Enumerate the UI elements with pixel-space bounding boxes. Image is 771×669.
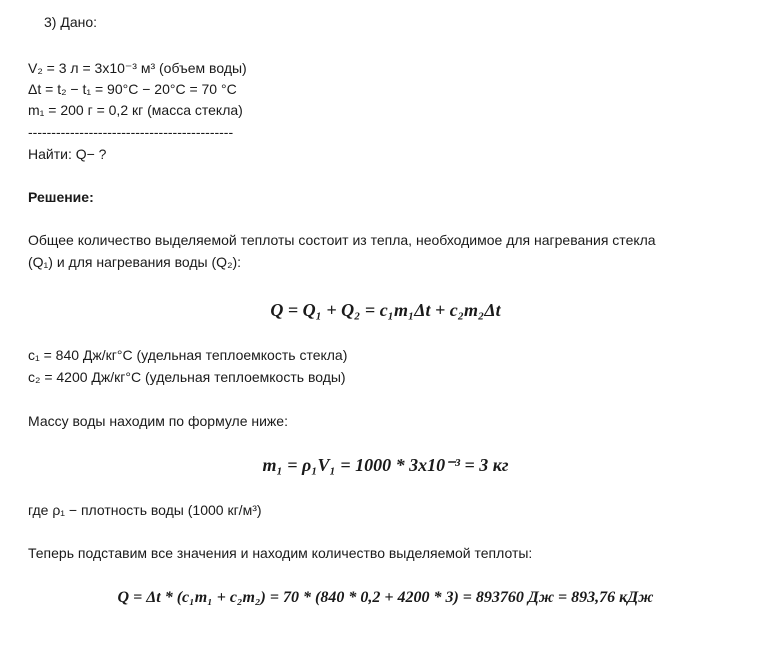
solution-intro-line-1: Общее количество выделяемой теплоты состоит из тепла, необходимое для нагревания стекла [28,232,656,248]
formula-final-result [0,589,771,607]
constant-c1: c₁ = 840 Дж/кг°С (удельная теплоемкость стекла) [28,347,348,363]
formula-water-mass-text: m₁ = ρ₁V₁ = 1000 * 3х10⁻³ = 3 кг [262,455,509,475]
formula-water-mass [0,455,771,476]
solution-heading: Решение: [28,189,94,205]
problem-number-header: 3) Дано: [44,14,98,30]
solution-intro-line-2: (Q₁) и для нагревания воды (Q₂): [28,254,242,270]
find-label: Найти: Q− ? [28,146,107,162]
constant-c2: c₂ = 4200 Дж/кг°С (удельная теплоемкость воды) [28,369,346,385]
formula-total-heat-text: Q = Q₁ + Q₂ = c₁m₁Δt + c₂m₂Δt [270,300,501,320]
final-intro: Теперь подставим все значения и находим количество выделяемой теплоты: [28,545,533,561]
given-separator: -------------------------------------------- [28,124,234,140]
given-volume: V₂ = 3 л = 3х10⁻³ м³ (объем воды) [28,60,247,76]
mass-intro: Массу воды находим по формуле ниже: [28,413,288,429]
formula-final-result-text: Q = Δt * (c₁m₁ + c₂m₂) = 70 * (840 * 0,2 + 4200 * 3) = 893760 Дж = 893,76 кДж [117,589,654,606]
given-temperature-difference: Δt = t₂ − t₁ = 90°C − 20°C = 70 °C [28,81,237,97]
density-note: где ρ₁ − плотность воды (1000 кг/м³) [28,502,262,518]
given-glass-mass: m₁ = 200 г = 0,2 кг (масса стекла) [28,102,243,118]
formula-total-heat [0,300,771,321]
